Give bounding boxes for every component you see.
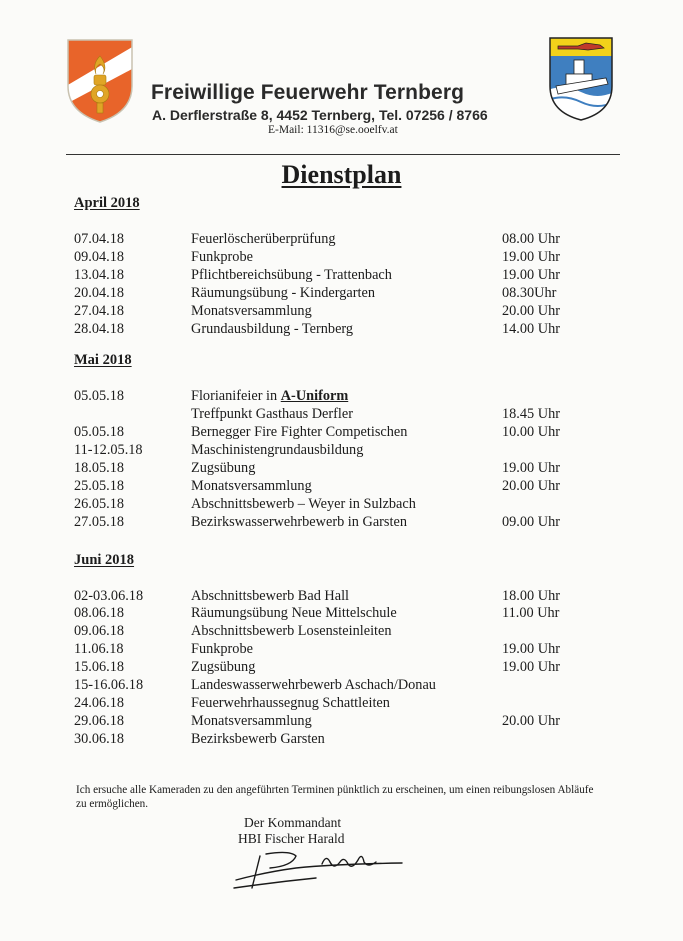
row-event: Bezirksbewerb Garsten — [191, 731, 325, 747]
row-event: Feuerwehrhaussegnug Schattleiten — [191, 695, 390, 711]
schedule-row — [0, 605, 683, 623]
schedule-row — [0, 388, 683, 406]
row-date: 05.05.18 — [74, 424, 125, 440]
row-date: 13.04.18 — [74, 267, 125, 283]
row-event: Feuerlöscherüberprüfung — [191, 231, 336, 247]
row-event: Maschinistengrundausbildung — [191, 442, 364, 458]
schedule-row — [0, 695, 683, 713]
row-date: 07.04.18 — [74, 231, 125, 247]
row-time: 20.00 Uhr — [502, 713, 560, 729]
row-event: Abschnittsbewerb Losensteinleiten — [191, 623, 392, 639]
row-time: 10.00 Uhr — [502, 424, 560, 440]
schedule-row — [0, 442, 683, 460]
row-time: 19.00 Uhr — [502, 249, 560, 265]
schedule-row — [0, 677, 683, 695]
row-date: 11.06.18 — [74, 641, 124, 657]
signer-title: Der Kommandant — [244, 815, 342, 830]
schedule-row — [0, 496, 683, 514]
signer-name: HBI Fischer Harald — [238, 831, 345, 846]
row-time: 08.30Uhr — [502, 285, 557, 301]
row-date: 30.06.18 — [74, 731, 125, 747]
row-event: Treffpunkt Gasthaus Derfler — [191, 406, 353, 422]
organization-address: A. Derflerstraße 8, 4452 Ternberg, Tel. 07256 / 8766 — [152, 107, 488, 123]
schedule-row — [0, 514, 683, 532]
organization-name: Freiwillige Feuerwehr Ternberg — [151, 81, 465, 104]
row-date: 27.05.18 — [74, 514, 125, 530]
row-date: 11-12.05.18 — [74, 442, 143, 458]
schedule-row — [0, 267, 683, 285]
month-heading-juni: Juni 2018 — [74, 552, 135, 568]
row-event: Monatsversammlung — [191, 303, 312, 319]
schedule-row — [0, 406, 683, 424]
row-date: 09.04.18 — [74, 249, 125, 265]
row-date: 20.04.18 — [74, 285, 125, 301]
schedule-row — [0, 303, 683, 321]
row-time: 20.00 Uhr — [502, 303, 560, 319]
row-event: Abschnittsbewerb – Weyer in Sulzbach — [191, 496, 416, 512]
schedule-row — [0, 588, 683, 606]
organization-email: E-Mail: 11316@se.ooelfv.at — [268, 124, 398, 136]
row-time: 19.00 Uhr — [502, 641, 560, 657]
row-event: Zugsübung — [191, 460, 256, 476]
row-date: 29.06.18 — [74, 713, 125, 729]
row-time: 20.00 Uhr — [502, 478, 560, 494]
page-title: Dienstplan — [281, 160, 402, 189]
row-event: Räumungsübung Neue Mittelschule — [191, 605, 397, 621]
row-time: 19.00 Uhr — [502, 659, 560, 675]
footer-note: Ich ersuche alle Kameraden zu den angeführten Terminen pünktlich zu erscheinen, um einen reibungslosen Abläufe zu ermöglichen. — [76, 784, 594, 810]
row-time: 11.00 Uhr — [502, 605, 560, 621]
schedule-row — [0, 641, 683, 659]
schedule-row — [0, 231, 683, 249]
row-event: Abschnittsbewerb Bad Hall — [191, 588, 350, 604]
row-date: 08.06.18 — [74, 605, 125, 621]
row-date: 18.05.18 — [74, 460, 125, 476]
row-time: 09.00 Uhr — [502, 514, 560, 530]
schedule-row — [0, 460, 683, 478]
row-date: 28.04.18 — [74, 321, 125, 337]
row-event-text: Florianifeier in — [191, 388, 281, 404]
row-event: Bernegger Fire Fighter Competischen — [191, 424, 408, 440]
row-date: 05.05.18 — [74, 388, 125, 404]
row-date: 15-16.06.18 — [74, 677, 144, 693]
municipal-coat-of-arms-icon — [548, 36, 614, 122]
row-date: 24.06.18 — [74, 695, 125, 711]
page-title-container — [0, 160, 683, 190]
row-time: 19.00 Uhr — [502, 267, 560, 283]
row-date: 09.06.18 — [74, 623, 125, 639]
schedule-row — [0, 424, 683, 442]
row-date: 25.05.18 — [74, 478, 125, 494]
row-date: 26.05.18 — [74, 496, 125, 512]
row-time: 18.45 Uhr — [502, 406, 560, 422]
schedule-row — [0, 285, 683, 303]
schedule-row — [0, 249, 683, 267]
schedule-row — [0, 731, 683, 749]
row-time: 18.00 Uhr — [502, 588, 560, 604]
row-date: 27.04.18 — [74, 303, 125, 319]
handwritten-signature-icon — [226, 838, 416, 894]
row-time: 19.00 Uhr — [502, 460, 560, 476]
row-event: Funkprobe — [191, 249, 253, 265]
month-heading-mai: Mai 2018 — [74, 352, 132, 368]
schedule-row — [0, 623, 683, 641]
row-event: Pflichtbereichsübung - Trattenbach — [191, 267, 392, 283]
schedule-row — [0, 321, 683, 339]
row-event: Zugsübung — [191, 659, 256, 675]
schedule-row — [0, 713, 683, 731]
row-event: Bezirkswasserwehrbewerb in Garsten — [191, 514, 407, 530]
row-event: Landeswasserwehrbewerb Aschach/Donau — [191, 677, 436, 693]
row-event: Monatsversammlung — [191, 713, 312, 729]
row-event: Grundausbildung - Ternberg — [191, 321, 354, 337]
row-event: Monatsversammlung — [191, 478, 312, 494]
row-date: 02-03.06.18 — [74, 588, 144, 604]
fire-brigade-emblem-icon — [66, 38, 134, 124]
row-event-emphasis: A-Uniform — [280, 388, 349, 404]
row-event: Funkprobe — [191, 641, 253, 657]
row-event — [191, 388, 348, 405]
row-time: 14.00 Uhr — [502, 321, 560, 337]
header-divider — [66, 154, 620, 155]
row-event: Räumungsübung - Kindergarten — [191, 285, 375, 301]
month-heading-april: April 2018 — [74, 195, 140, 211]
schedule-row — [0, 659, 683, 677]
row-date: 15.06.18 — [74, 659, 125, 675]
row-time: 08.00 Uhr — [502, 231, 560, 247]
schedule-row — [0, 478, 683, 496]
